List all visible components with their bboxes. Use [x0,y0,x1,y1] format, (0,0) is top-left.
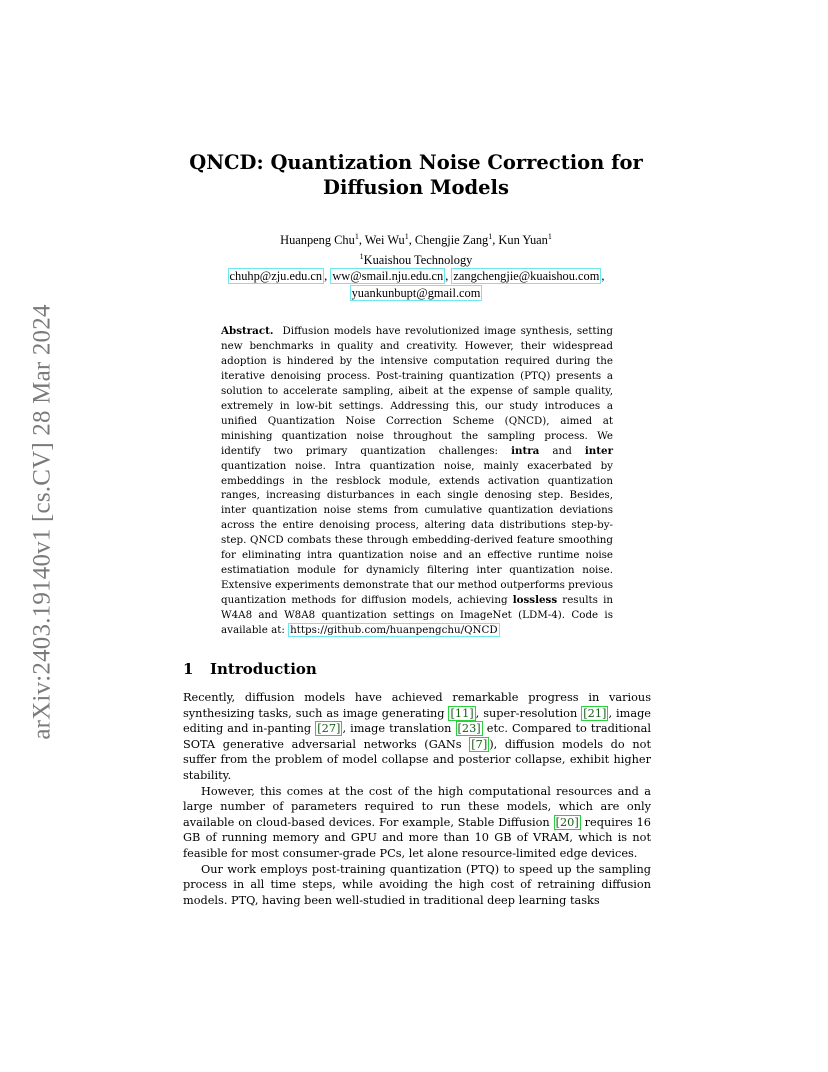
affiliation-mark: 1 [547,232,552,241]
author-name: Chengjie Zang [414,233,489,248]
author-name: Wei Wu [364,233,405,248]
email-link[interactable]: yuankunbupt@gmail.com [351,285,481,300]
abstract-text: and [552,444,572,457]
title-line-2: Diffusion Models [323,176,509,199]
paragraph-text: requires 16 GB of running memory and GPU and more than 10 GB of VRAM, which is not feasible for most consumer-grade PCs, let alone resource-limited edge devices. [183,815,651,860]
abstract-bold-intra: intra [511,444,540,457]
citation-link[interactable]: [27] [317,722,341,736]
citation-link[interactable]: [21] [583,706,607,720]
affiliation-mark: 1 [354,232,359,241]
code-link[interactable]: https://github.com/huanpengchu/QNCD [290,624,498,637]
affiliation [140,249,692,269]
affiliation-mark: 1 [359,251,364,261]
email-link[interactable]: zangchengjie@kuaishou.com [453,269,600,284]
section-title: Introduction [210,660,317,678]
introduction-body [183,690,651,908]
paper-title [140,150,692,200]
paragraph-text: ), diffusion models do not suffer from the problem of model collapse and posterior collapse, exhibit higher stability. [183,737,651,782]
title-line-1: QNCD: Quantization Noise Correction for [189,151,643,174]
paragraph-text: , super-resolution [475,706,582,720]
citation-link[interactable]: [23] [457,722,481,736]
paragraph: Our work employs post-training quantization (PTQ) to speed up the sampling process in all time steps, while avoiding the high cost of retraining diffusion models. PTQ, having been well-studied in traditional deep learning tasks [183,862,651,907]
affiliation-mark: 1 [404,232,409,241]
author-name: Huanpeng Chu [280,233,355,248]
arxiv-id-text: arXiv:2403.19140v1 [cs.CV] 28 Mar 2024 [29,304,57,740]
email-link[interactable]: chuhp@zju.edu.cn [229,269,323,284]
author-block [140,229,692,301]
affiliation-mark: 1 [488,232,493,241]
paragraph-text: , image editing and in-panting [183,706,651,736]
abstract-text: results in W4A8 and W8A8 quantization settings on ImageNet (LDM-4). Code is available at: [221,594,613,637]
abstract-bold-lossless: lossless [512,594,558,607]
paragraph-text: Recently, diffusion models have achieved remarkable progress in various synthesizing tasks, such as image generating [183,691,651,720]
paragraph [183,690,651,784]
paragraph-text: However, this comes at the cost of the high computational resources and a large number of parameters required to run these models, which are only available on cloud-based devices. For example, Stable Diffusion [183,784,651,829]
email-list: chuhp@zju.edu.cn , ww@smail.nju.edu.cn , zangchengjie@kuaishou.com , [229,269,605,284]
paragraph-text: , image translation [342,722,456,736]
citation-link[interactable]: [7] [471,737,488,751]
author-name: Kun Yuan [498,233,548,248]
arxiv-identifier-stamp [27,282,59,762]
abstract-bold-inter: inter [584,444,613,457]
affiliation-name: Kuaishou Technology [363,252,473,267]
paragraph [183,784,651,862]
abstract-label: Abstract. [221,325,274,337]
abstract-text: quantization noise. Intra quantization noise, mainly exacerbated by embeddings in the resblock module, extends activation quantization ranges, increasing disturbances in each single denosing step. Besides, inter quantization noise stems from cumulative quantization deviations across the entire denoising process, altering data distributions step-by-step. QNCD combats these through embedding-derived feature smoothing for eliminating intra quantization noise and an effective runtime noise estimatiation module for dynamicly filtering inter quantization noise. Extensive experiments demonstrate that our method outperforms previous quantization methods for diffusion models, achieving [221,459,613,607]
section-heading [183,660,317,678]
section-number: 1 [183,660,194,678]
citation-link[interactable]: [20] [555,815,579,829]
citation-link[interactable]: [11] [450,706,474,720]
author-list: Huanpeng Chu$^1$, Wei Wu$^1$, Chengjie Zang$^1$, Kun Yuan$^1$ [280,232,552,248]
paragraph-text: etc. Compared to traditional SOTA generative adversarial networks (GANs [183,722,651,751]
email-link[interactable]: ww@smail.nju.edu.cn [332,269,444,284]
abstract [221,324,613,638]
abstract-text: Diffusion models have revolutionized image synthesis, setting new benchmarks in quality and creativity. However, their widespread adoption is hindered by the intensive computation required during the iterative denoising process. Post-training quantization (PTQ) presents a solution to accelerate sampling, aibeit at the expense of sample quality, extremely in low-bit settings. Addressing this, our study introduces a unified Quantization Noise Correction Scheme (QNCD), aimed at minishing quantization noise throughout the sampling process. We identify two primary quantization challenges: [221,325,614,457]
email-list-continued [140,285,692,302]
